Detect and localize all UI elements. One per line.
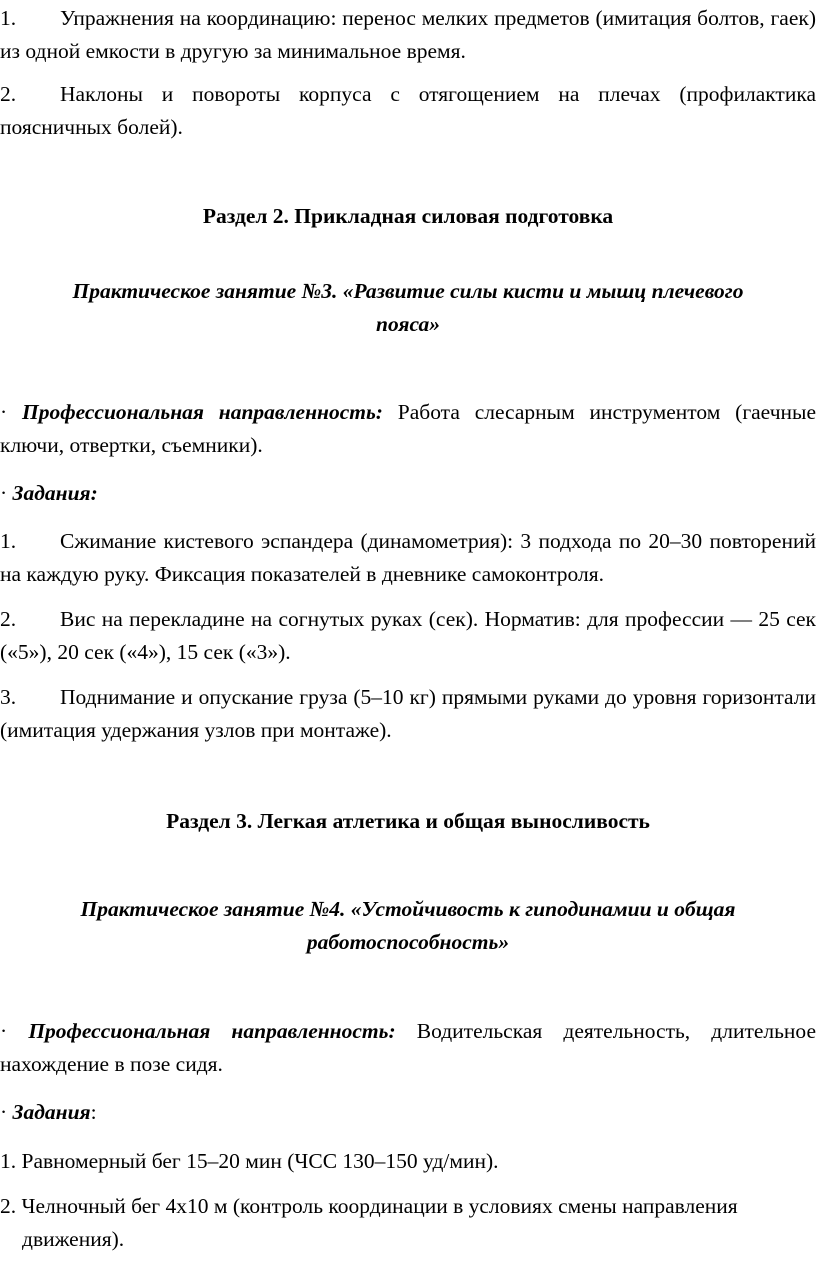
section-3-lesson-title-line-1: Практическое занятие №4. «Устойчивость к гиподинамии и общая xyxy=(80,897,736,921)
section-3-tasks-label: · Задания: xyxy=(0,1100,97,1124)
section-2-task-3: 3. Поднимание и опускание груза (5–10 кг) прямыми руками до уровня горизонтали (имитация удержания узлов при монтаже). xyxy=(0,685,816,742)
bullet: · xyxy=(0,1019,8,1043)
section-3-lesson-title-line-2: работоспособность» xyxy=(306,930,510,954)
section-3-focus-text: Водительская деятельность, длительное нахождение в позе сидя. xyxy=(0,1019,816,1076)
intro-item-1-text: Упражнения на координацию: перенос мелких предметов (имитация болтов, гаек) из одной емкости в другую за минимальное время. xyxy=(0,6,816,63)
section-2-task-1: 1. Сжимание кистевого эспандера (динамометрия): 3 подхода по 20–30 повторений на каждую руку. Фиксация показателей в дневнике самоконтроля. xyxy=(0,529,816,586)
section-2-heading: Раздел 2. Прикладная силовая подготовка xyxy=(202,204,614,228)
section-2-tasks-label: · Задания: xyxy=(0,481,98,505)
section-2-task-2: 2. Вис на перекладине на согнутых руках (сек). Норматив: для профессии — 25 сек («5»), 20 сек («4»), 15 сек («3»). xyxy=(0,607,816,664)
section-2-lesson-title-line-2: пояса» xyxy=(376,312,440,336)
section-2-focus-text: Работа слесарным инструментом (гаечные ключи, отвертки, съемники). xyxy=(0,400,816,457)
section-2-lesson-title-line-1: Практическое занятие №3. «Развитие силы кисти и мышц плечевого xyxy=(72,279,744,303)
intro-item-2: 2. Наклоны и повороты корпуса с отягощением на плечах (профилактика поясничных болей). xyxy=(0,82,816,139)
bullet: · xyxy=(0,481,8,505)
section-3-focus-label: Профессиональная направленность: xyxy=(28,1019,396,1043)
intro-item-1: 1. Упражнения на координацию: перенос мелких предметов (имитация болтов, гаек) из одной емкости в другую за минимальное время. xyxy=(0,6,816,63)
intro-item-2-text: Наклоны и повороты корпуса с отягощением на плечах (профилактика поясничных болей). xyxy=(0,82,816,139)
section-3-task-1: 1. Равномерный бег 15–20 мин (ЧСС 130–150 уд/мин). xyxy=(0,1149,499,1173)
section-3-heading: Раздел 3. Легкая атлетика и общая выносливость xyxy=(166,809,650,833)
section-2-focus xyxy=(0,396,816,462)
section-2-focus-label: Профессиональная направленность: xyxy=(21,400,383,424)
section-3-task-2: 2. Челночный бег 4х10 м (контроль координации в условиях смены направления движения). xyxy=(0,1194,738,1251)
bullet: · xyxy=(0,1100,8,1124)
section-3-focus xyxy=(0,1015,816,1081)
bullet: · xyxy=(0,400,8,424)
